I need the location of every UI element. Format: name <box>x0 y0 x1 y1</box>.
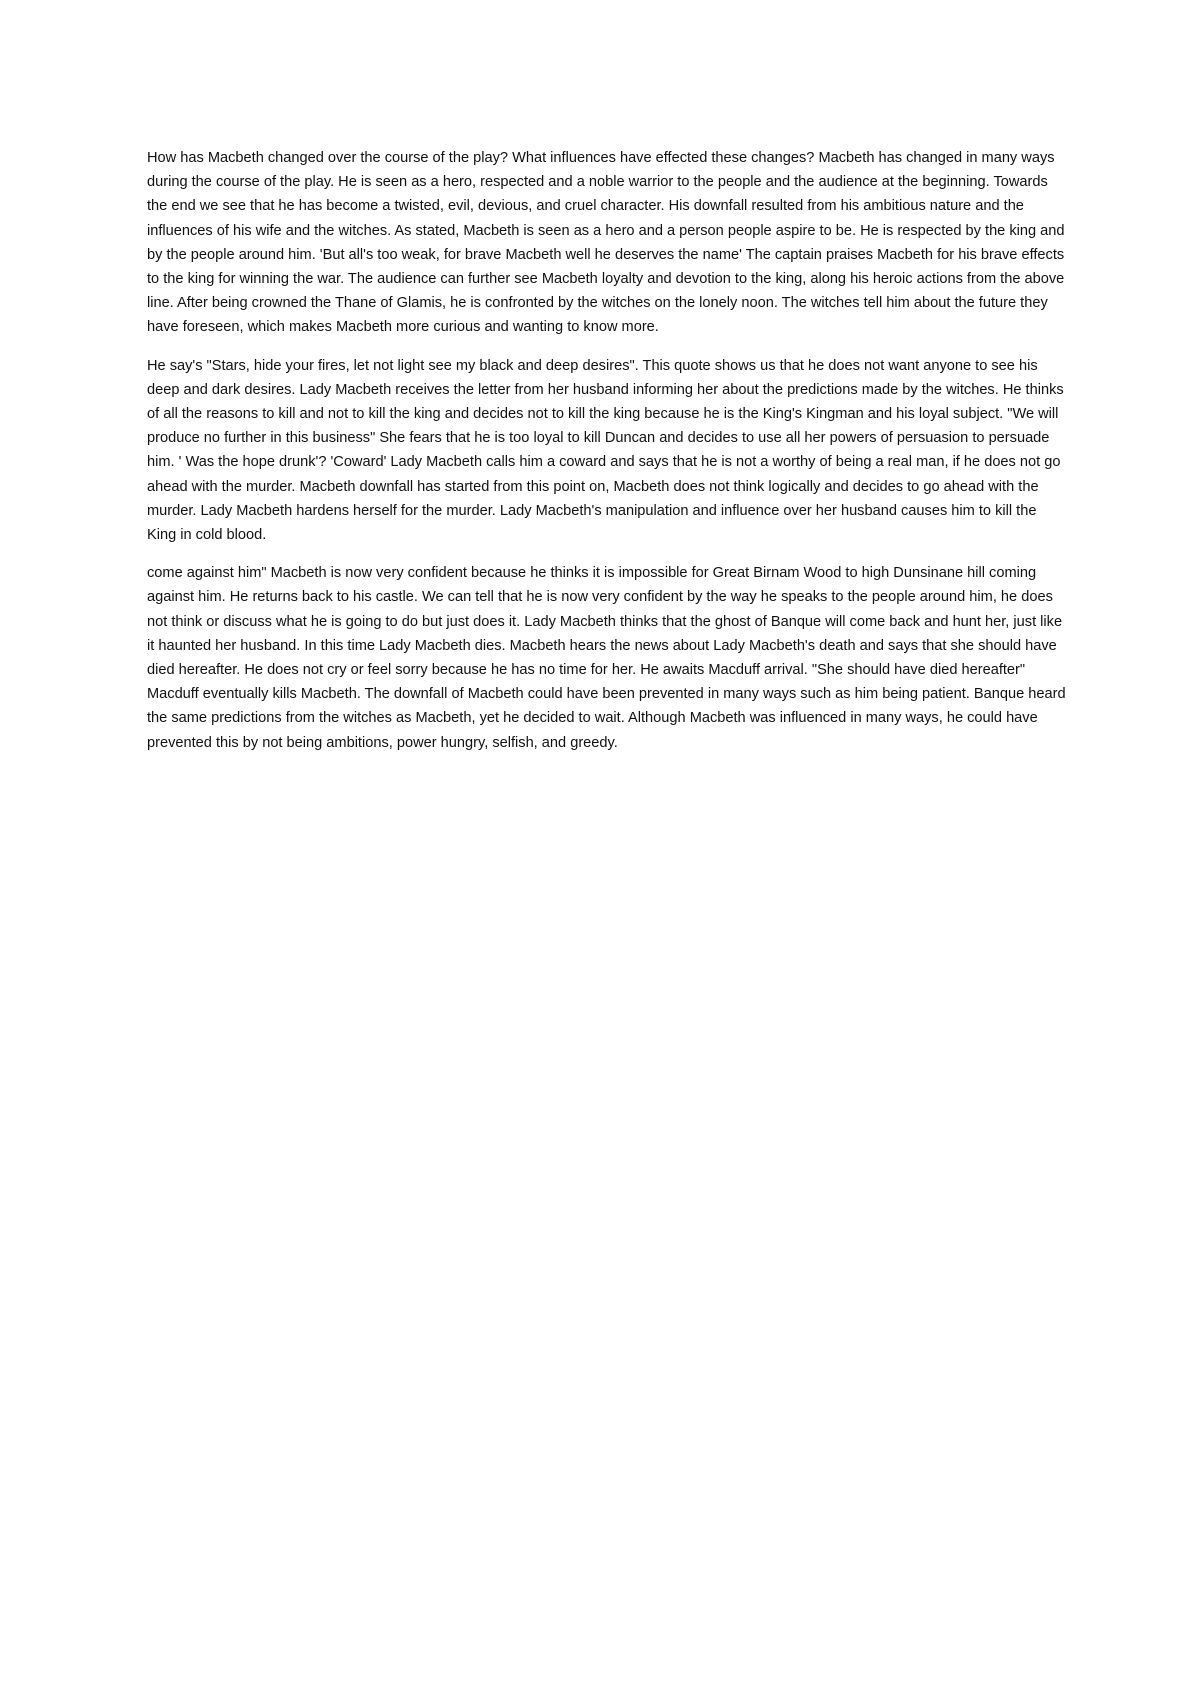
paragraph-2: He say's "Stars, hide your fires, let not light see my black and deep desires". This quote shows us that he does not want anyone to see his deep and dark desires. Lady Macbeth receives the letter from her husband informing her about the predictions made by the witches. He thinks of all the reasons to kill and not to kill the king and decides not to kill the king because he is the King's Kingman and his loyal subject. "We will produce no further in this business" She fears that he is too loyal to kill Duncan and decides to use all her powers of persuasion to persuade him. ' Was the hope drunk'? 'Coward' Lady Macbeth calls him a coward and says that he is not a worthy of being a real man, if he does not go ahead with the murder. Macbeth downfall has started from this point on, Macbeth does not think logically and decides to go ahead with the murder. Lady Macbeth hardens herself for the murder. Lady Macbeth's manipulation and influence over her husband causes him to kill the King in cold blood. <box>147 357 1064 544</box>
paragraph-3: come against him" Macbeth is now very confident because he thinks it is impossible for Great Birnam Wood to high Dunsinane hill coming against him. He returns back to his castle. We can tell that he is now very confident by the way he speaks to the people around him, he does not think or discuss what he is going to do but just does it. Lady Macbeth thinks that the ghost of Banque will come back and hunt her, just like it haunted her husband. In this time Lady Macbeth dies. Macbeth hears the news about Lady Macbeth's death and says that she should have died hereafter. He does not cry or feel sorry because he has no time for her. He awaits Macduff arrival. "She should have died hereafter" Macduff eventually kills Macbeth. The downfall of Macbeth could have been prevented in many ways such as him being patient. Banque heard the same predictions from the witches as Macbeth, yet he decided to wait. Although Macbeth was influenced in many ways, he could have prevented this by not being ambitions, power hungry, selfish, and greedy. <box>147 565 1066 751</box>
document-body <box>147 146 1067 769</box>
paragraph-1: How has Macbeth changed over the course of the play? What influences have effected these changes? Macbeth has changed in many ways during the course of the play. He is seen as a hero, respected and a noble warrior to the people and the audience at the beginning. Towards the end we see that he has become a twisted, evil, devious, and cruel character. His downfall resulted from his ambitious nature and the influences of his wife and the witches. As stated, Macbeth is seen as a hero and a person people aspire to be. He is respected by the king and by the people around him. 'But all's too weak, for brave Macbeth well he deserves the name' The captain praises Macbeth for his brave effects to the king for winning the war. The audience can further see Macbeth loyalty and devotion to the king, along his heroic actions from the above line. After being crowned the Thane of Glamis, he is confronted by the witches on the lonely noon. The witches tell him about the future they have foreseen, which makes Macbeth more curious and wanting to know more. <box>147 150 1065 336</box>
